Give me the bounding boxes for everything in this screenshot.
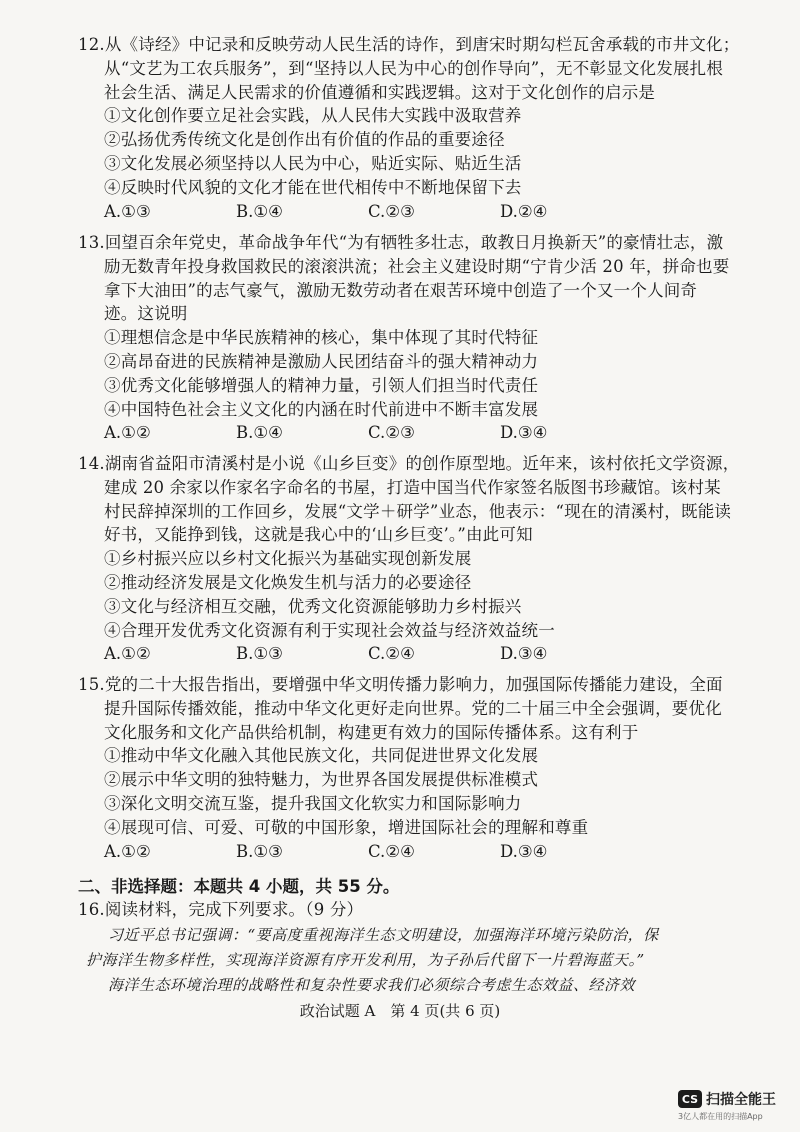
question-stem-line: 13.回望百余年党史，革命战争年代“为有牺牲多壮志，敢教日月换新天”的豪情壮志，激 <box>78 233 724 252</box>
question-stem-line: 从“文艺为工农兵服务”，到“坚持以人民为中心的创作导向”，无不彰显文化发展扎根 <box>104 58 724 78</box>
option-c: C.②③ <box>368 201 415 221</box>
option-d: D.③④ <box>500 644 548 664</box>
option-a: A.①③ <box>104 201 151 221</box>
camscanner-logo-icon: CS <box>678 1090 702 1108</box>
option-a: A.①② <box>104 423 151 443</box>
question-12 <box>78 33 740 223</box>
question-stem-line: 12.从《诗经》中记录和反映劳动人民生活的诗作，到唐宋时期勾栏瓦舍承载的市井文化； <box>78 35 740 54</box>
question-13 <box>78 231 728 445</box>
option-b: B.①③ <box>236 644 283 664</box>
question-15 <box>78 673 728 863</box>
question-stem-line: 拿下大油田”的志气豪气，激励无数劳动者在艰苦环境中创造了一个又一个人间奇 <box>104 280 698 300</box>
question-stem-line: 村民辞掉深圳的工作回乡，发展“文学＋研学”业态，他表示：“现在的清溪村，既能读 <box>104 501 732 521</box>
option-d: D.③④ <box>500 841 548 861</box>
section-title: 二、非选择题：本题共 4 小题，共 55 分。 <box>78 877 400 896</box>
option-b: B.①④ <box>236 423 283 443</box>
statement-item: ④中国特色社会主义文化的内涵在时代前进中不断丰富发展 <box>104 399 539 419</box>
option-c: C.②④ <box>368 841 415 861</box>
material-line: 护海洋生物多样性，实现海洋资源有序开发利用，为子孙后代留下一片碧海蓝天。” <box>86 951 645 969</box>
scanner-watermark <box>678 1089 790 1122</box>
statement-item: ②高昂奋进的民族精神是激励人民团结奋斗的强大精神动力 <box>104 351 539 371</box>
answer-options <box>78 840 728 864</box>
statement-item: ③文化与经济相互交融，优秀文化资源能够助力乡村振兴 <box>104 596 522 616</box>
question-stem-line: 建成 20 余家以作家名字命名的书屋，打造中国当代作家签名版图书珍藏馆。该村某 <box>104 477 721 497</box>
question-stem-line: 15.党的二十大报告指出，要增强中华文明传播力影响力，加强国际传播能力建设，全面 <box>78 675 723 694</box>
answer-options <box>78 642 728 666</box>
question-stem-line: 迹。这说明 <box>104 304 188 324</box>
statement-item: ④反映时代风貌的文化才能在世代相传中不断地保留下去 <box>104 177 522 197</box>
question-stem-line: 文化服务和文化产品供给机制，构建更有效力的国际传播体系。这有利于 <box>104 722 639 742</box>
option-c: C.②④ <box>368 644 415 664</box>
watermark-tagline: 3亿人都在用的扫描App <box>678 1112 763 1121</box>
option-c: C.②③ <box>368 423 415 443</box>
statement-item: ①推动中华文化融入其他民族文化，共同促进世界文化发展 <box>104 746 539 766</box>
question-stem-line: 好书，又能挣到钱，这就是我心中的‘山乡巨变’。”由此可知 <box>104 525 533 545</box>
statement-item: ③深化文明交流互鉴，提升我国文化软实力和国际影响力 <box>104 793 522 813</box>
page-footer: 政治试题 A 第 4 页(共 6 页) <box>299 1002 501 1020</box>
option-b: B.①③ <box>236 841 283 861</box>
answer-options <box>78 200 728 224</box>
question-stem-line: 14.湖南省益阳市清溪村是小说《山乡巨变》的创作原型地。近年来，该村依托文学资源， <box>78 454 740 473</box>
statement-item: ②推动经济发展是文化焕发生机与活力的必要途径 <box>104 572 472 592</box>
answer-options <box>78 421 728 445</box>
question-stem-line: 16.阅读材料，完成下列要求。（9 分） <box>78 900 364 919</box>
option-a: A.①② <box>104 644 151 664</box>
statement-item: ②弘扬优秀传统文化是创作出有价值的作品的重要途径 <box>104 130 505 150</box>
question-stem-line: 励无数青年投身救国救民的滚滚洪流；社会主义建设时期“宁肯少活 20 年，拼命也要 <box>104 256 730 276</box>
statement-item: ①文化创作要立足社会实践，从人民伟大实践中汲取营养 <box>104 106 522 126</box>
material-line: 海洋生态环境治理的战略性和复杂性要求我们必须综合考虑生态效益、经济效 <box>108 976 636 994</box>
statement-item: ①理想信念是中华民族精神的核心，集中体现了其时代特征 <box>104 328 539 348</box>
option-d: D.②④ <box>500 201 548 221</box>
question-16 <box>78 898 728 922</box>
statement-item: ③优秀文化能够增强人的精神力量，引领人们担当时代责任 <box>104 375 539 395</box>
statement-item: ④展现可信、可爱、可敬的中国形象，增进国际社会的理解和尊重 <box>104 817 589 837</box>
option-a: A.①② <box>104 841 151 861</box>
watermark-app-name: 扫描全能王 <box>706 1092 776 1108</box>
material-line: 习近平总书记强调：“要高度重视海洋生态文明建设，加强海洋环境污染防治，保 <box>108 926 659 944</box>
statement-item: ①乡村振兴应以乡村文化振兴为基础实现创新发展 <box>104 549 472 569</box>
statement-item: ④合理开发优秀文化资源有利于实现社会效益与经济效益统一 <box>104 620 555 640</box>
question-14 <box>78 452 740 666</box>
question-stem-line: 社会生活、满足人民需求的价值遵循和实践逻辑。这对于文化创作的启示是 <box>104 82 656 102</box>
option-b: B.①④ <box>236 201 283 221</box>
reading-material <box>78 923 738 998</box>
option-d: D.③④ <box>500 423 548 443</box>
statement-item: ③文化发展必须坚持以人民为中心，贴近实际、贴近生活 <box>104 153 522 173</box>
question-stem-line: 提升国际传播效能，推动中华文化更好走向世界。党的二十届三中全会强调，要优化 <box>104 698 722 718</box>
statement-item: ②展示中华文明的独特魅力，为世界各国发展提供标准模式 <box>104 770 539 790</box>
